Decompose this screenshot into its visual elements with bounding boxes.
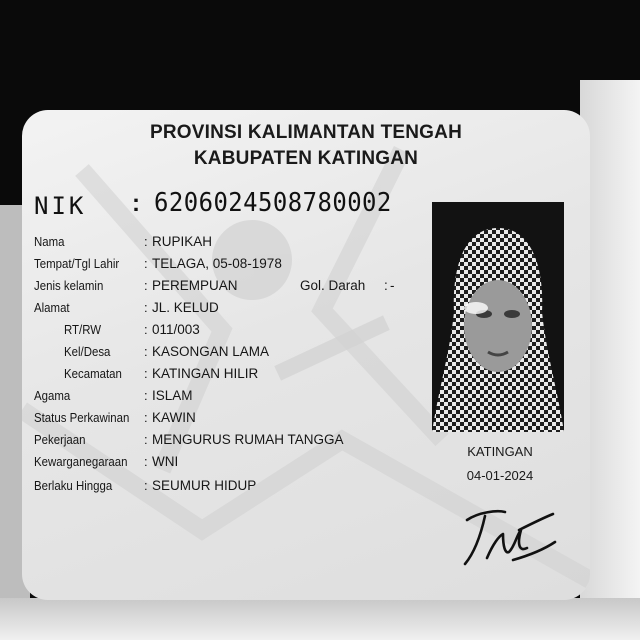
background-bottom-paper (0, 598, 640, 640)
field-colon: : (144, 366, 148, 381)
blood-type-label: Gol. Darah (300, 278, 366, 293)
field-value: WNI (152, 454, 179, 469)
id-card (22, 110, 590, 600)
portrait-photo (432, 202, 564, 432)
nik-label: NIK (34, 192, 87, 220)
field-label: Status Perkawinan (34, 410, 130, 425)
field-label: Kecamatan (64, 366, 122, 381)
field-label: Pekerjaan (34, 432, 86, 447)
field-value: RUPIKAH (152, 234, 213, 249)
regency-title: KABUPATEN KATINGAN (193, 148, 419, 169)
field-colon: : (144, 300, 148, 315)
nik-value: 6206024508780002 (154, 188, 392, 218)
field-label: RT/RW (64, 322, 102, 337)
issue-date: 04-01-2024 (466, 468, 534, 483)
field-label: Kewarganegaraan (34, 454, 128, 469)
field-value: PEREMPUAN (152, 278, 238, 293)
field-value: JL. KELUD (152, 300, 219, 315)
field-label: Berlaku Hingga (34, 478, 113, 493)
field-colon: : (144, 454, 148, 469)
field-value: 011/003 (152, 322, 200, 337)
field-colon: : (144, 234, 148, 249)
field-label: Agama (34, 388, 71, 403)
field-value: KASONGAN LAMA (152, 344, 270, 359)
field-value: ISLAM (152, 388, 193, 403)
field-colon: : (144, 322, 148, 337)
blood-type-value: - (390, 278, 395, 293)
field-colon: : (144, 478, 148, 493)
field-label: Nama (34, 234, 65, 249)
field-value: TELAGA, 05-08-1978 (152, 256, 282, 271)
field-colon: : (144, 256, 148, 271)
field-colon: : (144, 278, 148, 293)
field-value: KATINGAN HILIR (152, 366, 259, 381)
field-value: KAWIN (152, 410, 196, 425)
field-colon: : (144, 344, 148, 359)
field-label: Jenis kelamin (34, 278, 104, 293)
signature (457, 500, 557, 575)
field-colon: : (144, 388, 148, 403)
field-label: Tempat/Tgl Lahir (34, 256, 120, 271)
field-label: Kel/Desa (64, 344, 111, 359)
province-title: PROVINSI KALIMANTAN TENGAH (149, 122, 462, 143)
nik-colon: : (132, 190, 140, 217)
field-value: MENGURUS RUMAH TANGGA (152, 432, 344, 447)
issue-place: KATINGAN (467, 444, 533, 459)
field-colon: : (144, 410, 148, 425)
field-value: SEUMUR HIDUP (152, 478, 257, 493)
portrait-illustration (432, 202, 564, 432)
field-label: Alamat (34, 300, 70, 315)
field-colon: : (144, 432, 148, 447)
field-colon: : (384, 278, 388, 293)
